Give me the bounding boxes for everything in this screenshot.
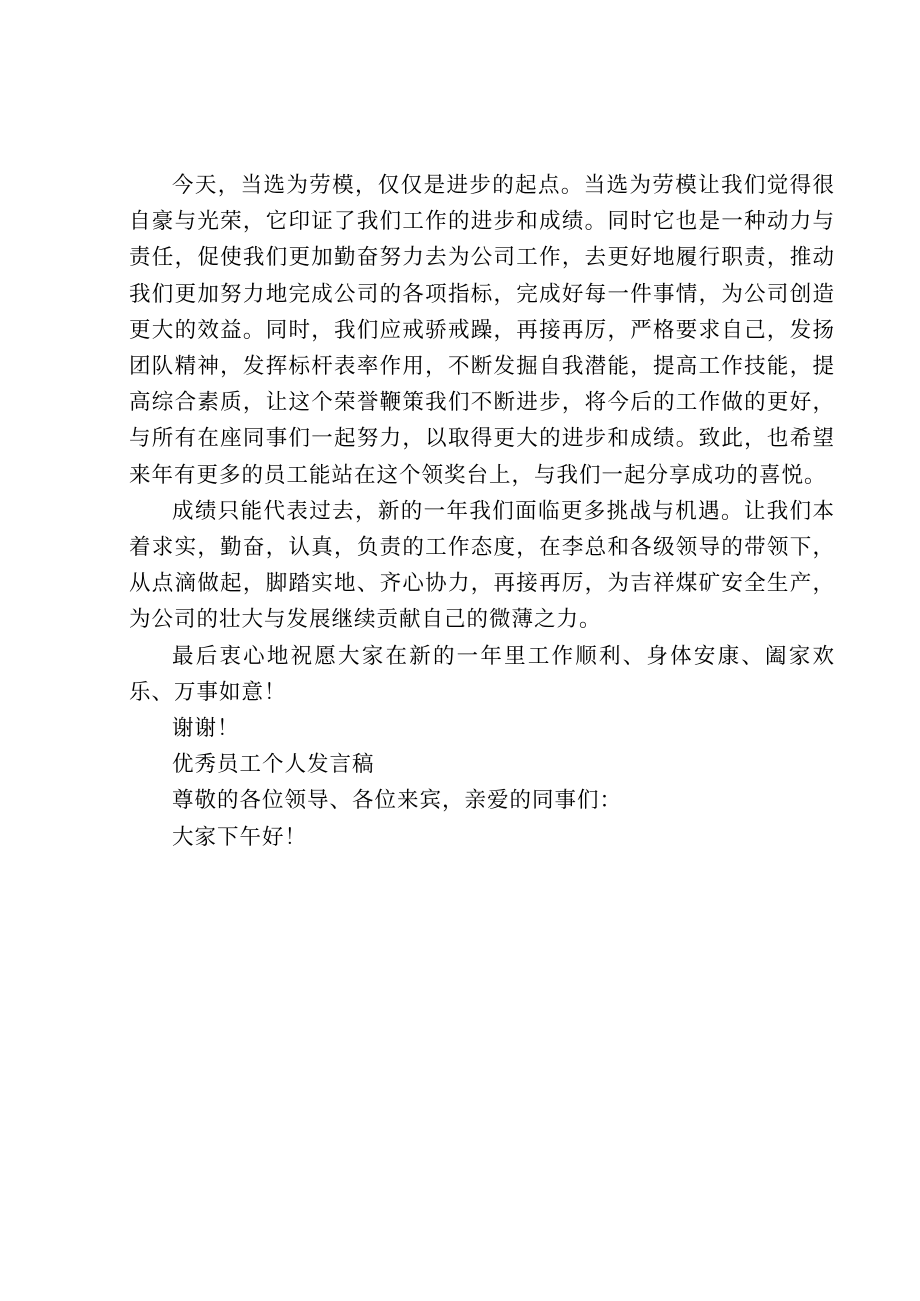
paragraph-achievements: 成绩只能代表过去，新的一年我们面临更多挑战与机遇。让我们本着求实，勤奋，认真，负责的工作态度，在李总和各级领导的带领下，从点滴做起，脚踏实地、齐心协力，再接再厉，为吉祥煤矿安全生产，为公司的壮大与发展继续贡献自己的微薄之力。 (129, 498, 835, 633)
document-body (129, 168, 835, 856)
paragraph-wishes: 最后衷心地祝愿大家在新的一年里工作顺利、身体安康、阖家欢乐、万事如意！ (129, 643, 835, 705)
greeting: 大家下午好！ (172, 824, 308, 850)
section-title: 优秀员工个人发言稿 (172, 752, 375, 778)
paragraph-thanks: 谢谢！ (172, 716, 240, 742)
paragraph-model-worker: 今天，当选为劳模，仅仅是进步的起点。当选为劳模让我们觉得很自豪与光荣，它印证了我们工作的进步和成绩。同时它也是一种动力与责任，促使我们更加勤奋努力去为公司工作，去更好地履行职责，推动我们更加努力地完成公司的各项指标，完成好每一件事情，为公司创造更大的效益。同时，我们应戒骄戒躁，再接再厉，严格要求自己，发扬团队精神，发挥标杆表率作用，不断发掘自我潜能，提高工作技能，提高综合素质，让这个荣誉鞭策我们不断进步，将今后的工作做的更好，与所有在座同事们一起努力，以取得更大的进步和成绩。致此，也希望来年有更多的员工能站在这个领奖台上，与我们一起分享成功的喜悦。 (129, 173, 835, 488)
salutation: 尊敬的各位领导、各位来宾，亲爱的同事们： (172, 788, 623, 814)
